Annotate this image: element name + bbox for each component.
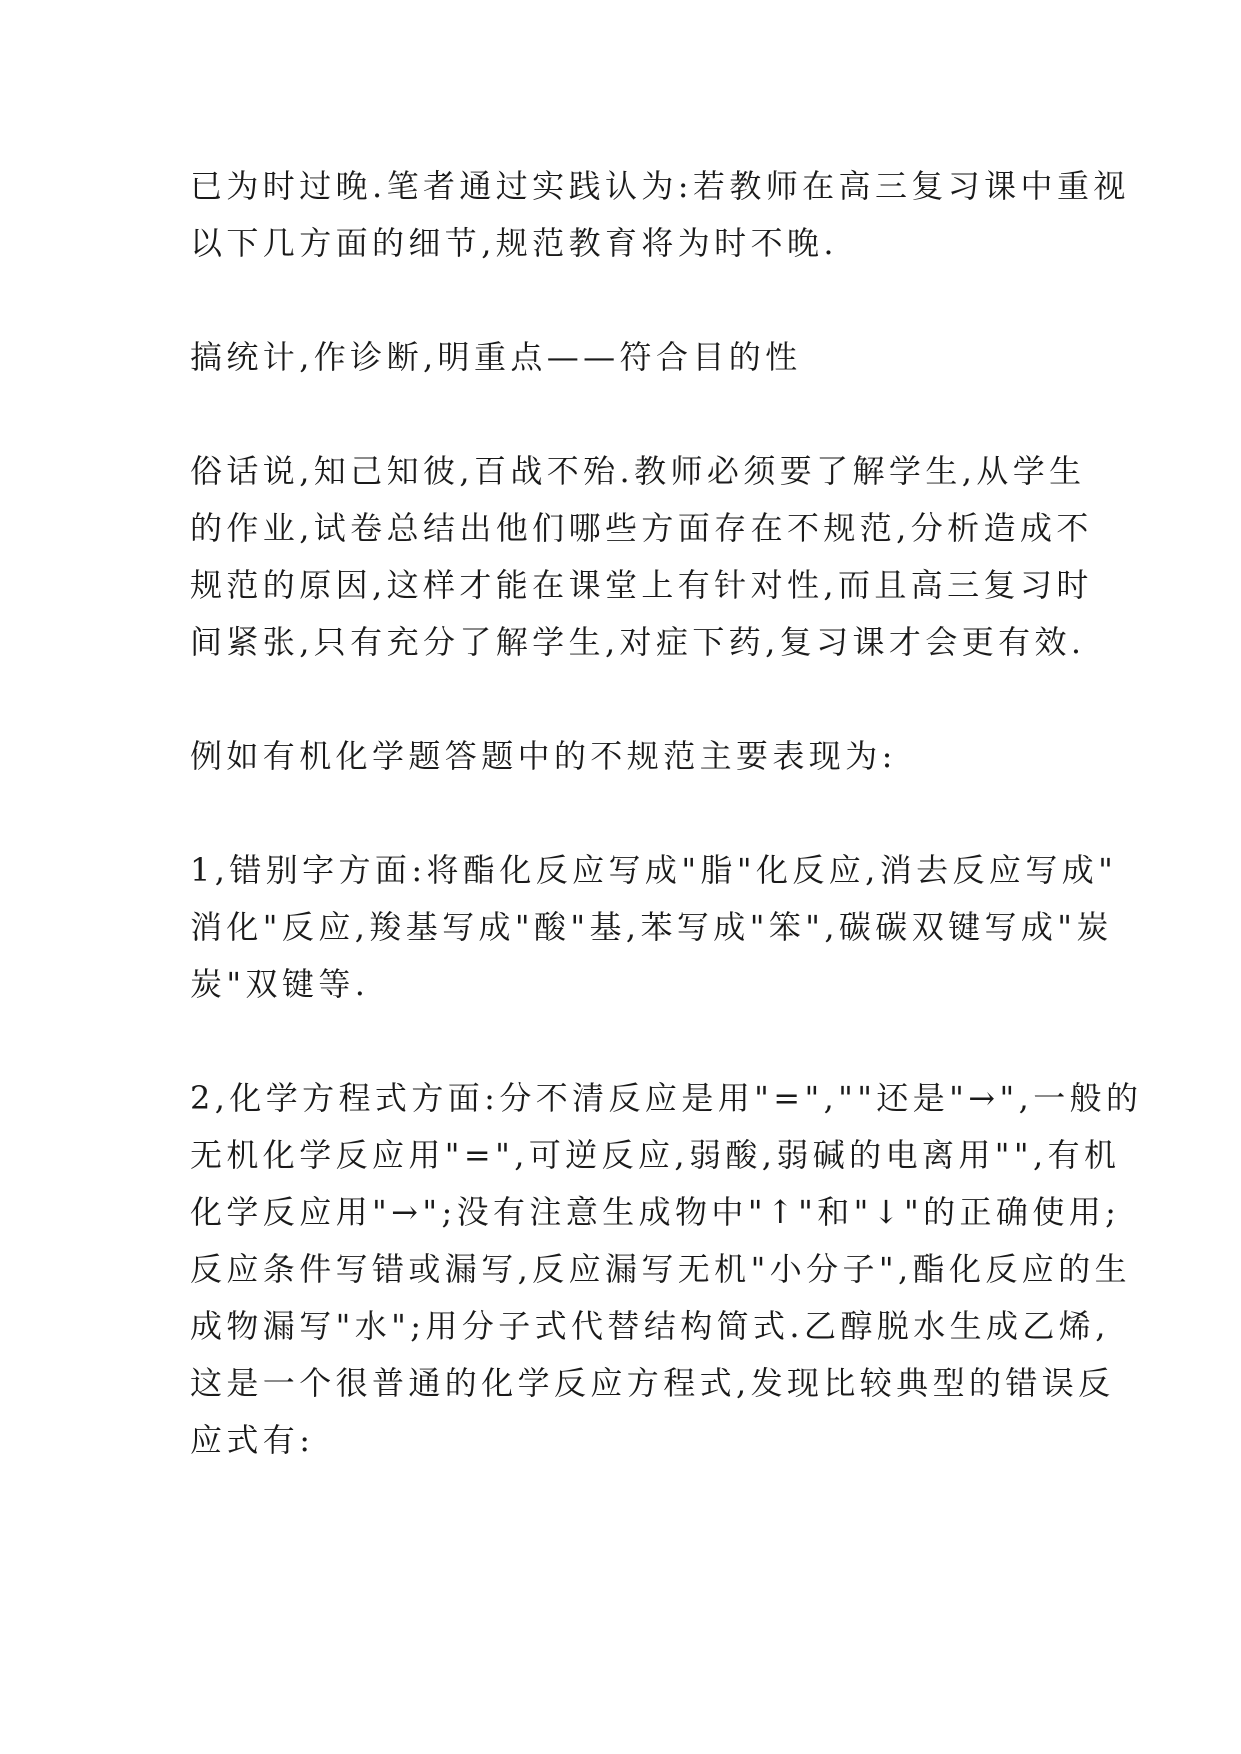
paragraph-item-2-equations: [190, 1070, 1143, 1469]
section-heading: [190, 329, 1050, 386]
paragraph-intro-conclusion: [190, 158, 1130, 272]
text-line: 已为时过晚.笔者通过实践认为:若教师在高三复习课中重视: [190, 167, 1130, 205]
text-line: 以下几方面的细节,规范教育将为时不晚.: [190, 224, 838, 262]
text-line: 无机化学反应用"=",可逆反应,弱酸,弱碱的电离用"",有机: [190, 1136, 1121, 1174]
text-line: 化学反应用"→";没有注意生成物中"↑"和"↓"的正确使用;: [190, 1193, 1121, 1231]
paragraph-know-students: [190, 443, 1093, 671]
text-line: 消化"反应,羧基写成"酸"基,苯写成"笨",碳碳双键写成"炭: [190, 908, 1113, 946]
text-line: 的作业,试卷总结出他们哪些方面存在不规范,分析造成不: [190, 509, 1093, 547]
text-line: 成物漏写"水";用分子式代替结构简式.乙醇脱水生成乙烯,: [190, 1307, 1110, 1345]
text-line: 这是一个很普通的化学反应方程式,发现比较典型的错误反: [190, 1364, 1115, 1402]
paragraph-item-1-typos: [190, 842, 1118, 1013]
heading-line: 搞统计,作诊断,明重点——符合目的性: [190, 338, 802, 376]
text-line: 规范的原因,这样才能在课堂上有针对性,而且高三复习时: [190, 566, 1093, 604]
text-line: 反应条件写错或漏写,反应漏写无机"小分子",酯化反应的生: [190, 1250, 1131, 1288]
text-line: 2,化学方程式方面:分不清反应是用"=",""还是"→",一般的: [190, 1079, 1143, 1117]
document-body: [190, 158, 1143, 1469]
text-line: 间紧张,只有充分了解学生,对症下药,复习课才会更有效.: [190, 623, 1086, 661]
text-line: 应式有:: [190, 1421, 315, 1459]
paragraph-example-intro: [190, 728, 1050, 785]
text-line: 例如有机化学题答题中的不规范主要表现为:: [190, 737, 897, 775]
text-line: 俗话说,知己知彼,百战不殆.教师必须要了解学生,从学生: [190, 452, 1086, 490]
text-line: 1,错别字方面:将酯化反应写成"脂"化反应,消去反应写成": [190, 851, 1118, 889]
text-line: 炭"双键等.: [190, 965, 370, 1003]
